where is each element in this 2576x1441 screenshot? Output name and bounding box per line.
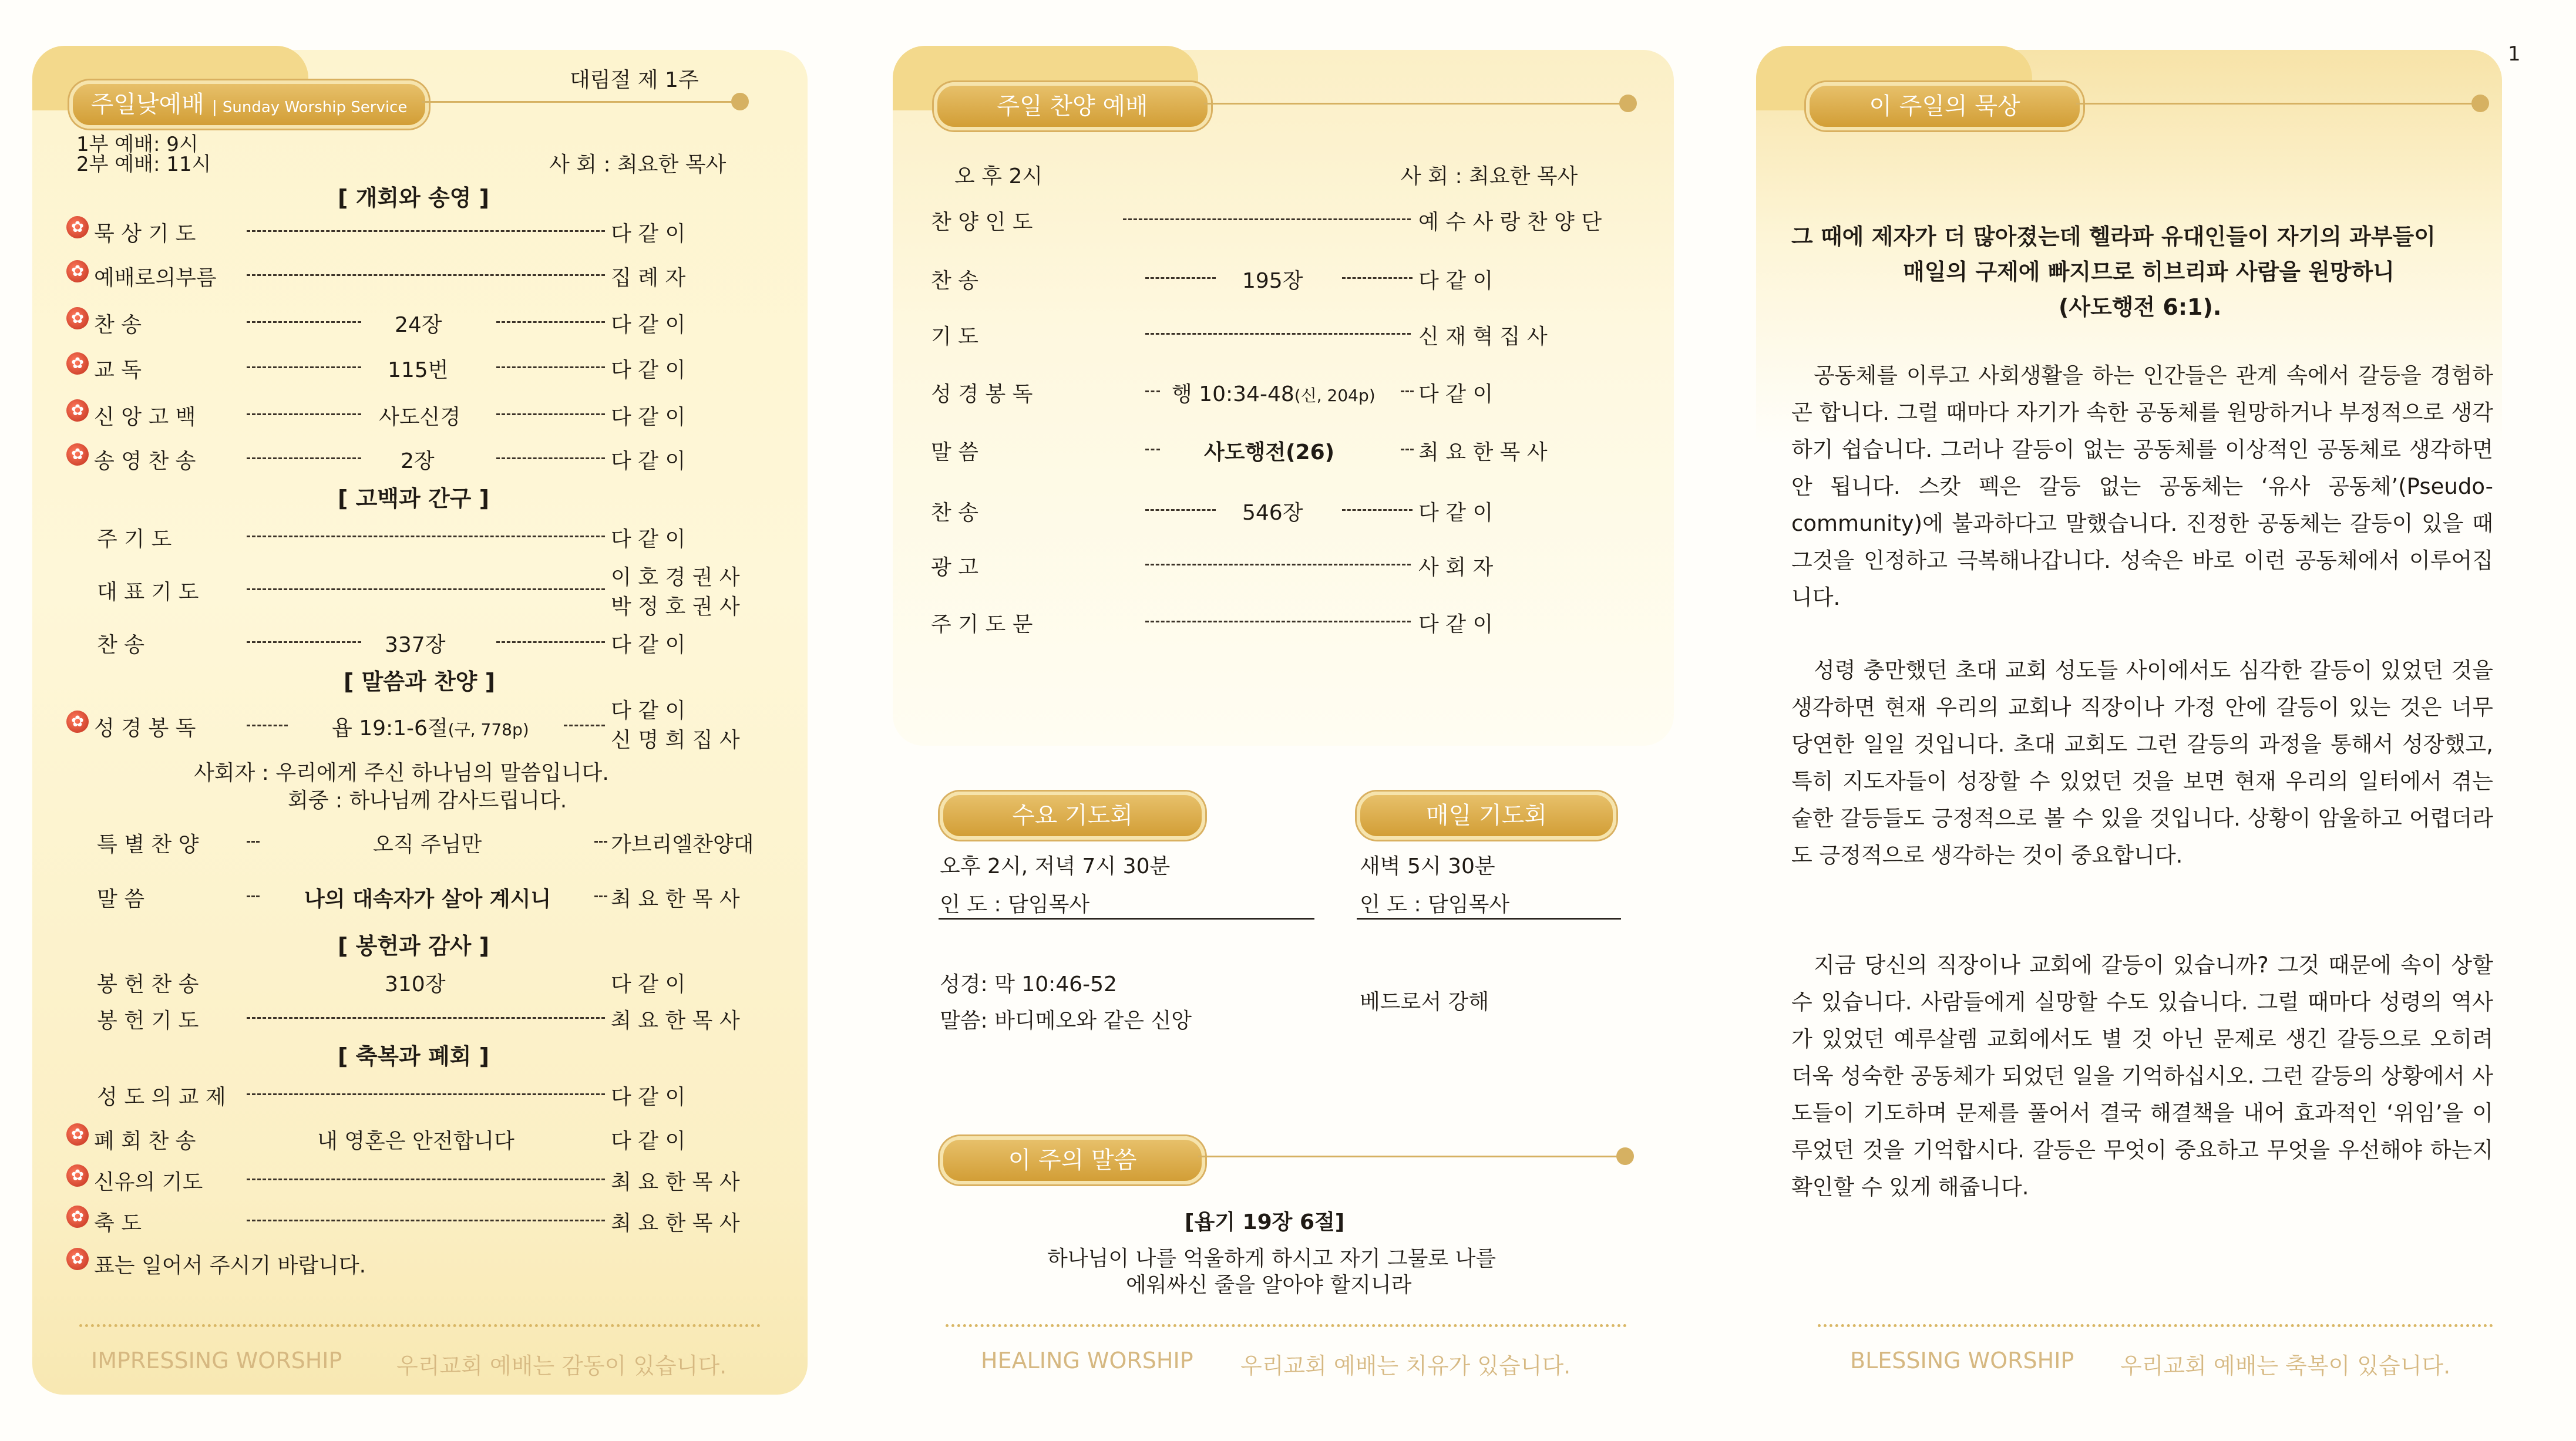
item-detail: 사도신경 xyxy=(379,405,461,429)
meditation-paragraph-1: 공동체를 이루고 사회생활을 하는 인간들은 관계 속에서 갈등을 경험하곤 합니다. 그럴 때마다 자기가 속한 공동체를 원망하거나 부정적으로 생각하기 쉽습니다. 그러나 갈등이 없는 공동체를 이상적인 공동체로 생각하면 안 됩니다. 스캇 펙은 갈등 없는 공동체는 ‘유사 공동체’(Pseudo-community)에 불과하다고 말했습니다. 진정한 공동체는 갈등이 있을 때 그것을 인정하고 극복해나갑니다. 성숙은 바로 이런 공동체에서 이루어집니다. xyxy=(1791,363,2493,610)
leader-line xyxy=(247,1093,605,1095)
leader-line xyxy=(496,457,605,459)
item-label: 찬 양 인 도 xyxy=(931,210,1033,234)
title-rule xyxy=(422,101,739,103)
item-label: 교 독 xyxy=(94,358,142,382)
wednesday-time: 오후 2시, 저녁 7시 30분 xyxy=(940,854,1171,878)
item-label: 성 경 봉 독 xyxy=(931,382,1033,406)
item-label: 특 별 찬 양 xyxy=(97,833,199,857)
item-detail: 오직 주님만 xyxy=(373,833,482,857)
item-leader: 사 회 자 xyxy=(1418,555,1494,580)
heading-opening: [ 개회와 송영 ] xyxy=(338,185,489,211)
daily-study: 베드로서 강해 xyxy=(1360,990,1489,1014)
leader-line xyxy=(247,413,361,415)
standing-mark-icon: ✿ xyxy=(66,352,89,375)
item-detail: 욥 19:1-6절(구, 778p) xyxy=(332,716,529,740)
title-dot xyxy=(2471,95,2489,112)
title-rule xyxy=(1198,1156,1621,1157)
meditation-verse-ref: (사도행전 6:1). xyxy=(2059,294,2222,320)
item-detail: 2장 xyxy=(401,449,435,473)
leader-line xyxy=(1145,277,1216,279)
daily-prayer-title: 매일 기도회 xyxy=(1357,792,1616,840)
title-dot xyxy=(1619,95,1637,112)
word-line-1: 하나님이 나를 억울하게 하시고 자기 그물로 나를 xyxy=(1047,1247,1496,1271)
leader-line xyxy=(1145,509,1216,511)
item-label: 봉 헌 찬 송 xyxy=(97,972,199,996)
footer-english: BLESSING WORSHIP xyxy=(1850,1348,2074,1373)
heading-offering: [ 봉헌과 감사 ] xyxy=(338,933,489,959)
item-leader: 다 같 이 xyxy=(1418,501,1494,525)
meditation-title: 이 주일의 묵상 xyxy=(1806,82,2083,130)
leader-line xyxy=(247,366,361,368)
item-leader: 다 같 이 xyxy=(611,633,686,657)
item-label: 성 경 봉 독 xyxy=(94,716,196,740)
leader-line xyxy=(247,895,260,897)
item-label: 폐 회 찬 송 xyxy=(94,1129,196,1153)
sunday-worship-title: 주일낮예배 | Sunday Worship Service xyxy=(69,80,429,129)
standing-mark-icon: ✿ xyxy=(66,711,89,733)
item-label: 찬 송 xyxy=(931,501,978,525)
sermon-title: 사도행전(26) xyxy=(1204,440,1335,464)
standing-mark-icon: ✿ xyxy=(66,1248,89,1270)
sermon-title: 나의 대속자가 살아 계시니 xyxy=(304,887,551,911)
item-detail: 내 영혼은 안전합니다 xyxy=(317,1129,514,1153)
praise-time: 오 후 2시 xyxy=(954,164,1043,188)
leader-line xyxy=(247,1179,605,1180)
praise-service-title: 주일 찬양 예배 xyxy=(934,82,1211,130)
footer-divider xyxy=(79,1324,761,1327)
item-label: 대 표 기 도 xyxy=(97,580,199,604)
item-label: 묵 상 기 도 xyxy=(94,222,196,246)
title-dot xyxy=(1616,1147,1634,1165)
service-time-1: 1부 예배: 9시 xyxy=(76,133,199,156)
meditation-verse-line-2: 매일의 구제에 빠지므로 히브리파 사람을 원망하니 xyxy=(1903,259,2395,285)
meditation-paragraph-3: 지금 당신의 직장이나 교회에 갈등이 있습니까? 그것 때문에 속이 상할 수 있습니다. 사람들에게 실망할 수도 있습니다. 그럴 때마다 성령의 역사가 있었던 예루살렘 교회에서도 별 것 아닌 문제로 생긴 갈등으로 오히려 더욱 성숙한 공동체가 되었던 일을 기억하십시오. 그런 갈등의 상황에서 사도들이 기도하며 문제를 풀어서 결국 해결책을 내어 효과적인 ‘위임’을 이루었던 것을 기억합시다. 갈등은 무엇이 중요하고 무엇을 우선해야 하는지 확인할 수 있게 해줍니다. xyxy=(1791,952,2493,1200)
footer-divider xyxy=(946,1324,1627,1327)
item-label: 예배로의부름 xyxy=(94,266,217,290)
leader-line xyxy=(247,457,361,459)
leader-line xyxy=(1123,218,1411,220)
meditation-verse-line-1: 그 때에 제자가 더 많아졌는데 헬라파 유대인들이 자기의 과부들이 xyxy=(1791,224,2436,250)
item-leader: 최 요 한 목 사 xyxy=(1418,440,1548,464)
daily-underline xyxy=(1357,918,1621,920)
leader-line xyxy=(1145,449,1160,450)
item-leader: 다 같 이 xyxy=(611,527,686,551)
item-leader: 다 같 이 xyxy=(611,222,686,246)
item-leader: 최 요 한 목 사 xyxy=(611,1009,740,1033)
item-detail: 115번 xyxy=(388,358,449,382)
word-of-week-title: 이 주의 말씀 xyxy=(940,1136,1205,1184)
item-leader: 다 같 이 xyxy=(611,1085,686,1109)
item-label: 신유의 기도 xyxy=(94,1170,203,1194)
leader-line xyxy=(247,1017,605,1019)
wednesday-leader: 인 도 : 담임목사 xyxy=(940,893,1090,917)
standing-mark-icon: ✿ xyxy=(66,216,89,238)
leader-line xyxy=(496,413,605,415)
response-congregation: 회중 : 하나님께 감사드립니다. xyxy=(288,789,567,813)
leader-line xyxy=(564,725,605,726)
footer-korean: 우리교회 예배는 감동이 있습니다. xyxy=(396,1353,727,1379)
daily-leader: 인 도 : 담임목사 xyxy=(1360,893,1510,917)
leader-line xyxy=(1401,390,1414,392)
item-detail: 24장 xyxy=(395,313,442,337)
standing-mark-icon: ✿ xyxy=(66,260,89,282)
wednesday-sermon: 말씀: 바디메오와 같은 신앙 xyxy=(940,1009,1192,1033)
item-leader: 다 같 이 xyxy=(611,1129,686,1153)
leader-line xyxy=(1342,277,1413,279)
item-leader: 다 같 이 xyxy=(611,405,686,429)
item-leader: 최 요 한 목 사 xyxy=(611,1211,740,1235)
page-number: 1 xyxy=(2508,42,2521,66)
leader-line xyxy=(496,366,605,368)
item-detail: 195장 xyxy=(1242,269,1303,293)
item-leader: 다 같 이 xyxy=(611,358,686,382)
title-rule xyxy=(2076,103,2476,105)
leader-line xyxy=(594,895,607,897)
title-rule xyxy=(1204,103,1627,105)
item-leader: 최 요 한 목 사 xyxy=(611,887,740,911)
footer-english: HEALING WORSHIP xyxy=(981,1348,1193,1373)
heading-confession: [ 고백과 간구 ] xyxy=(338,486,489,511)
praise-presider: 사 회 : 최요한 목사 xyxy=(1401,164,1578,188)
item-leader: 집 례 자 xyxy=(611,266,686,290)
item-leader: 다 같 이 xyxy=(611,699,686,723)
section-subtitle: Sunday Worship Service xyxy=(222,99,408,116)
leader-line xyxy=(496,321,605,323)
item-leader: 가브리엘찬양대 xyxy=(611,833,754,857)
daily-time: 새벽 5시 30분 xyxy=(1360,854,1495,878)
leader-line xyxy=(1342,509,1413,511)
leader-line xyxy=(247,588,605,590)
item-label: 말 씀 xyxy=(97,887,144,911)
item-leader-2: 박 정 호 권 사 xyxy=(611,595,740,619)
footer-korean: 우리교회 예배는 치유가 있습니다. xyxy=(1240,1353,1571,1379)
footer-english: IMPRESSING WORSHIP xyxy=(91,1348,342,1373)
leader-line xyxy=(247,841,260,843)
section-title: 주일낮예배 xyxy=(90,91,204,118)
leader-line xyxy=(247,725,288,726)
standing-mark-icon: ✿ xyxy=(66,1164,89,1187)
item-label: 봉 헌 기 도 xyxy=(97,1009,199,1033)
item-label: 찬 송 xyxy=(931,269,978,293)
standing-mark-icon: ✿ xyxy=(66,443,89,466)
heading-word: [ 말씀과 찬양 ] xyxy=(344,669,495,695)
item-label: 축 도 xyxy=(94,1211,142,1235)
advent-week: 대림절 제 1주 xyxy=(570,68,699,92)
item-leader: 신 재 혁 집 사 xyxy=(1418,325,1548,349)
leader-line xyxy=(247,536,605,537)
standing-note: 표는 일어서 주시기 바랍니다. xyxy=(94,1254,366,1278)
item-label: 찬 송 xyxy=(94,313,142,337)
item-leader: 이 호 경 권 사 xyxy=(611,565,740,590)
leader-line xyxy=(247,230,605,232)
item-leader: 예 수 사 랑 찬 양 단 xyxy=(1418,210,1602,234)
standing-mark-icon: ✿ xyxy=(66,399,89,422)
leader-line xyxy=(1145,390,1160,392)
item-leader: 다 같 이 xyxy=(1418,269,1494,293)
meditation-paragraph-2: 성령 충만했던 초대 교회 성도들 사이에서도 심각한 갈등이 있었던 것을 생각하면 현재 우리의 교회나 직장이나 가정 안에 갈등이 있는 것은 너무 당연한 일일 것입니다. 초대 교회도 그런 갈등의 과정을 통해서 성장했고, 특히 지도자들이 성장할 수 있었던 것을 보면 현재 우리의 일터에서 겪는 숱한 갈등들도 긍정적으로 볼 수 있을 것입니다. 상황이 암울하고 어렵더라도 긍정적으로 생각하는 것이 중요합니다. xyxy=(1791,658,2493,868)
footer-korean: 우리교회 예배는 축복이 있습니다. xyxy=(2120,1353,2451,1379)
leader-line xyxy=(1145,621,1411,622)
leader-line xyxy=(1145,564,1411,565)
item-label: 신 앙 고 백 xyxy=(94,405,196,429)
wednesday-scripture: 성경: 막 10:46-52 xyxy=(940,972,1117,996)
response-leader: 사회자 : 우리에게 주신 하나님의 말씀입니다. xyxy=(194,761,609,785)
word-line-2: 에워싸신 줄을 알아야 할지니라 xyxy=(1126,1273,1412,1297)
leader-line xyxy=(496,641,605,643)
item-leader: 다 같 이 xyxy=(611,972,686,996)
item-leader: 다 같 이 xyxy=(1418,382,1494,406)
heading-blessing: [ 축복과 폐회 ] xyxy=(338,1043,489,1069)
item-leader: 최 요 한 목 사 xyxy=(611,1170,740,1194)
item-label: 송 영 찬 송 xyxy=(94,449,196,473)
footer-divider xyxy=(1818,1324,2493,1327)
item-leader: 다 같 이 xyxy=(611,313,686,337)
standing-mark-icon: ✿ xyxy=(66,307,89,329)
leader-line xyxy=(247,1220,605,1221)
service-time-2: 2부 예배: 11시 xyxy=(76,153,211,176)
leader-line xyxy=(247,641,361,643)
standing-mark-icon: ✿ xyxy=(66,1123,89,1146)
title-dot xyxy=(731,93,749,110)
leader-line xyxy=(594,841,607,843)
word-reference: [욥기 19장 6절] xyxy=(1185,1210,1345,1234)
item-label: 성 도 의 교 제 xyxy=(97,1085,226,1109)
wednesday-prayer-title: 수요 기도회 xyxy=(940,792,1205,840)
item-label: 말 씀 xyxy=(931,440,978,464)
item-detail: 337장 xyxy=(385,633,446,657)
leader-line xyxy=(247,274,605,276)
item-label: 주 기 도 xyxy=(97,527,172,551)
item-label: 찬 송 xyxy=(97,633,144,657)
item-detail: 310장 xyxy=(385,972,446,996)
item-leader: 다 같 이 xyxy=(611,449,686,473)
item-label: 광 고 xyxy=(931,555,978,580)
item-detail: 행 10:34-48(신, 204p) xyxy=(1172,382,1376,406)
item-label: 주 기 도 문 xyxy=(931,612,1033,637)
presider: 사 회 : 최요한 목사 xyxy=(549,153,727,177)
item-label: 기 도 xyxy=(931,325,978,349)
wednesday-underline xyxy=(939,918,1314,920)
standing-mark-icon: ✿ xyxy=(66,1206,89,1228)
leader-line xyxy=(1145,333,1411,335)
item-leader-2: 신 명 희 집 사 xyxy=(611,728,740,752)
item-detail: 546장 xyxy=(1242,501,1303,525)
item-leader: 다 같 이 xyxy=(1418,612,1494,637)
leader-line xyxy=(247,321,361,323)
leader-line xyxy=(1401,449,1414,450)
